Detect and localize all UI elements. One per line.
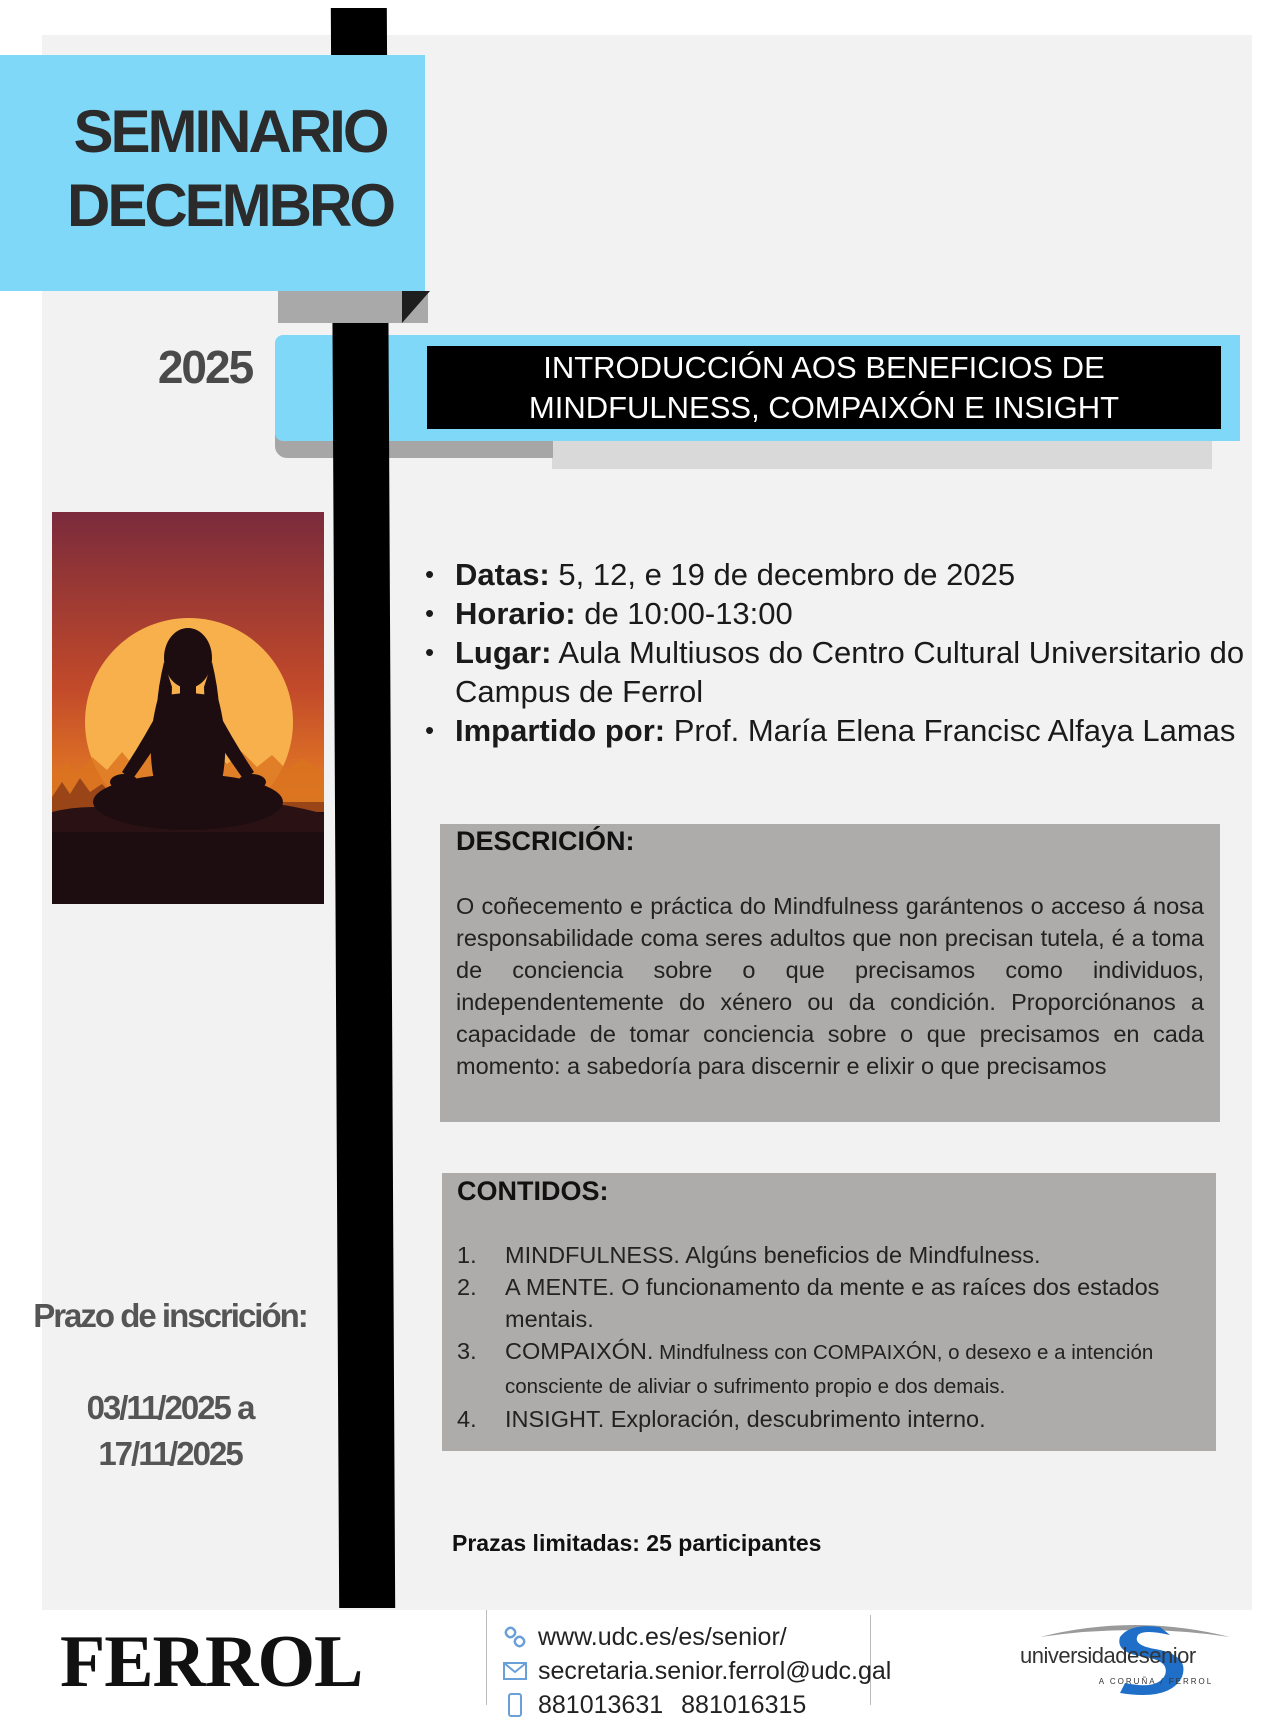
registration-heading: Prazo de inscrición:: [33, 1297, 307, 1334]
link-icon: [502, 1624, 528, 1650]
places-limit: Prazas limitadas: 25 participantes: [452, 1530, 822, 1556]
seminar-title-line: MINDFULNESS, COMPAIXÓN E INSIGHT: [528, 390, 1120, 425]
meditation-illustration: [52, 512, 324, 904]
phone-icon: [502, 1692, 528, 1718]
contents-heading: CONTIDOS:: [457, 1176, 609, 1206]
ferrol-logo: FERROL: [60, 1621, 363, 1703]
contact-web[interactable]: www.udc.es/es/senior/: [502, 1620, 891, 1654]
seminar-title-line: INTRODUCCIÓN AOS BENEFICIOS DE: [543, 350, 1105, 385]
list-item: 3. COMPAIXÓN. Mindfulness con COMPAIXÓN, o desexo e a intención consciente de aliviar o sufrimento propio e dos demais.: [457, 1338, 1154, 1398]
detail-schedule: • Horario: de 10:00-13:00: [425, 594, 1245, 633]
detail-place: • Lugar: Aula Multiusos do Centro Cultural Universitario do Campus de Ferrol: [425, 633, 1245, 711]
list-item: 1. MINDFULNESS. Algúns beneficios de Mindfulness.: [457, 1242, 1041, 1268]
list-item: 4. INSIGHT. Exploración, descubrimento interno.: [457, 1406, 986, 1432]
year-label: 2025: [157, 341, 253, 393]
mail-icon: [502, 1658, 528, 1684]
contact-email[interactable]: secretaria.senior.ferrol@udc.gal: [502, 1654, 891, 1688]
event-details: [425, 555, 1245, 750]
seminar-title-banner: [427, 346, 1221, 429]
banner-shadow: [552, 441, 1212, 469]
detail-teacher: • Impartido por: Prof. María Elena Francisc Alfaya Lamas: [425, 711, 1245, 750]
description-text: O coñecemento e práctica do Mindfulness garántenos o acceso á nosa responsabilidade coma seres adultos que non precisan tutela, é a toma de conciencia sobre o que precisamos como individuos, independentemente do xénero ou da condición. Proporciónanos a capacidade de tomar conciencia sobre o que precisamos en cada momento: a sabedoría para discernir e elixir o que precisamos: [456, 893, 1204, 1079]
footer-divider: [486, 1610, 487, 1705]
list-item: 2. A MENTE. O funcionamento da mente e as raíces dos estados mentais.: [457, 1274, 1160, 1332]
poster-title: SEMINARIO DECEMBRO: [66, 98, 393, 239]
contents-list: [457, 1239, 1207, 1435]
title-fold: [402, 291, 430, 323]
description-heading: DESCRICIÓN:: [456, 826, 635, 856]
detail-dates: • Datas: 5, 12, e 19 de decembro de 2025: [425, 555, 1245, 594]
contact-phone: 881013631 881016315: [502, 1688, 891, 1722]
registration-dates: 03/11/2025 a 17/11/2025: [86, 1389, 254, 1472]
universidade-senior-logo: universidadesenior A CORUÑA / FERROL: [1020, 1615, 1250, 1700]
